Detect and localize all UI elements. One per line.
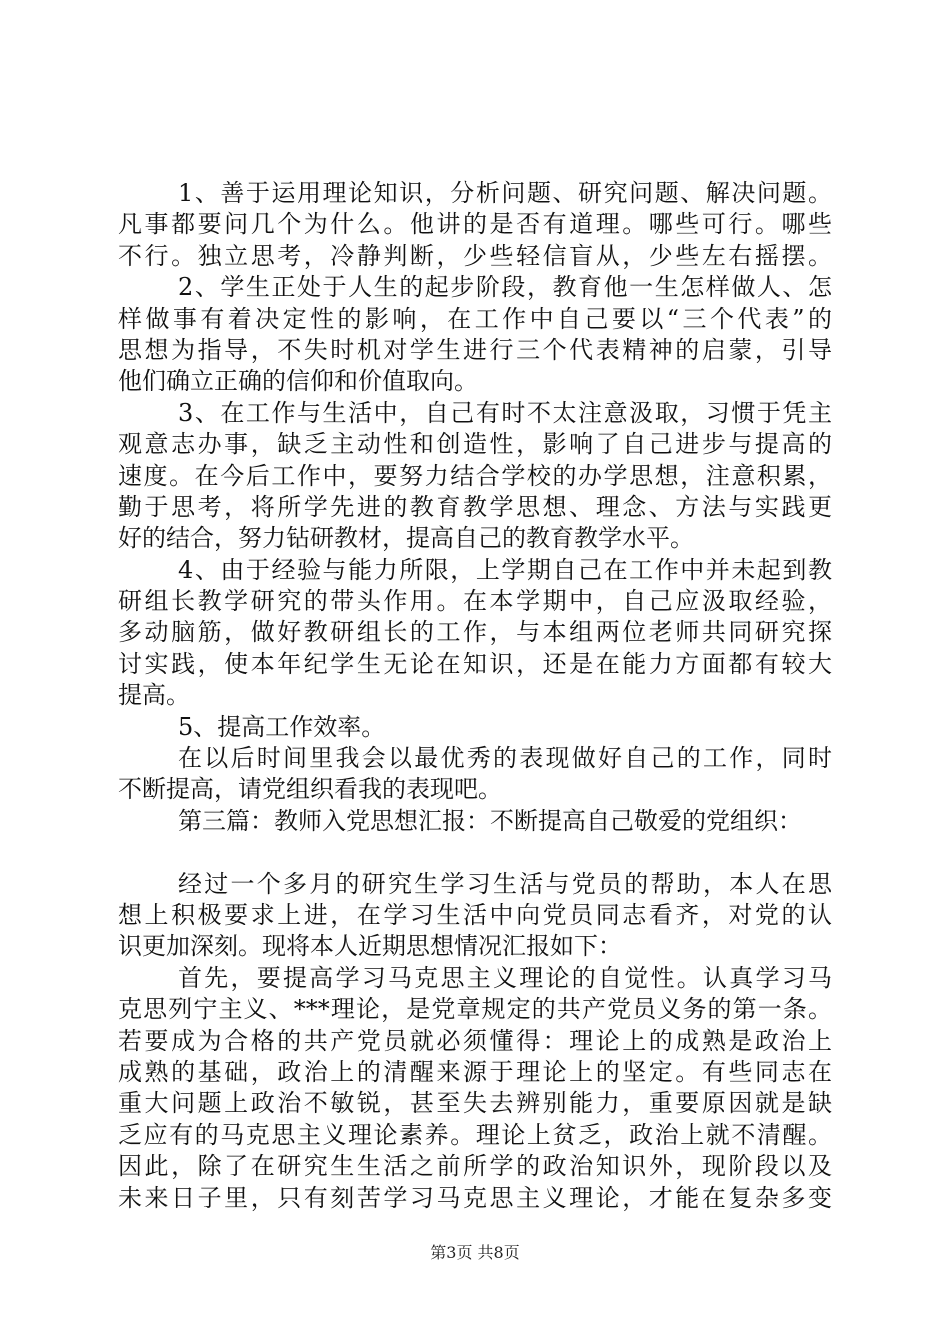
text-line: 克思列宁主义、***理论，是党章规定的共产党员义务的第一条。 <box>118 995 832 1024</box>
text-line: 他们确立正确的信仰和价值取向。 <box>118 367 478 396</box>
text-line: 观意志办事，缺乏主动性和创造性，影响了自己进步与提高的 <box>118 430 832 459</box>
text-line: 研组长教学研究的带头作用。在本学期中，自己应汲取经验， <box>118 587 832 616</box>
text-line: 提高。 <box>118 681 190 710</box>
text-line: 识更加深刻。现将本人近期思想情况汇报如下： <box>118 932 622 961</box>
text-line: 经过一个多月的研究生学习生活与党员的帮助，本人在思 <box>178 869 832 898</box>
text-line: 不断提高，请党组织看我的表现吧。 <box>118 775 502 804</box>
text-line: 4、由于经验与能力所限，上学期自己在工作中并未起到教 <box>178 555 832 584</box>
text-line: 未来日子里，只有刻苦学习马克思主义理论，才能在复杂多变 <box>118 1183 832 1212</box>
text-line: 样做事有着决定性的影响，在工作中自己要以“三个代表”的 <box>118 304 832 333</box>
text-line: 不行。独立思考，冷静判断，少些轻信盲从，少些左右摇摆。 <box>118 241 832 270</box>
text-line: 速度。在今后工作中，要努力结合学校的办学思想，注意积累， <box>118 461 832 490</box>
blank-line <box>118 837 832 868</box>
text-line: 成熟的基础，政治上的清醒来源于理论上的坚定。有些同志在 <box>118 1057 832 1086</box>
page-number-footer: 第3页 共8页 <box>430 1243 520 1262</box>
text-line: 想上积极要求上进，在学习生活中向党员同志看齐，对党的认 <box>118 900 832 929</box>
text-line: 勤于思考，将所学先进的教育教学思想、理念、方法与实践更 <box>118 492 832 521</box>
text-line: 1、善于运用理论知识，分析问题、研究问题、解决问题。 <box>178 179 832 207</box>
document-body <box>118 178 832 1214</box>
text-line: 因此，除了在研究生生活之前所学的政治知识外，现阶段以及 <box>118 1152 832 1181</box>
text-line: 思想为指导，不失时机对学生进行三个代表精神的启蒙，引导 <box>118 335 832 364</box>
text-line: 乏应有的马克思主义理论素养。理论上贫乏，政治上就不清醒。 <box>118 1120 832 1149</box>
text-line: 2、学生正处于人生的起步阶段，教育他一生怎样做人、怎 <box>178 273 832 302</box>
section-heading: 第三篇：教师入党思想汇报：不断提高自己敬爱的党组织： <box>178 806 802 835</box>
text-line: 重大问题上政治不敏锐，甚至失去辨别能力，重要原因就是缺 <box>118 1089 832 1118</box>
text-line: 在以后时间里我会以最优秀的表现做好自己的工作，同时 <box>178 744 832 773</box>
text-line: 凡事都要问几个为什么。他讲的是否有道理。哪些可行。哪些 <box>118 210 832 239</box>
text-line: 多动脑筋，做好教研组长的工作，与本组两位老师共同研究探 <box>118 618 832 647</box>
text-line: 首先，要提高学习马克思主义理论的自觉性。认真学习马 <box>178 963 832 992</box>
text-line: 5、提高工作效率。 <box>178 712 386 741</box>
text-line: 若要成为合格的共产党员就必须懂得：理论上的成熟是政治上 <box>118 1026 832 1055</box>
text-line: 讨实践，使本年纪学生无论在知识，还是在能力方面都有较大 <box>118 649 832 678</box>
text-line: 好的结合，努力钻研教材，提高自己的教育教学水平。 <box>118 524 694 553</box>
text-line: 3、在工作与生活中，自己有时不太注意汲取，习惯于凭主 <box>178 398 832 427</box>
